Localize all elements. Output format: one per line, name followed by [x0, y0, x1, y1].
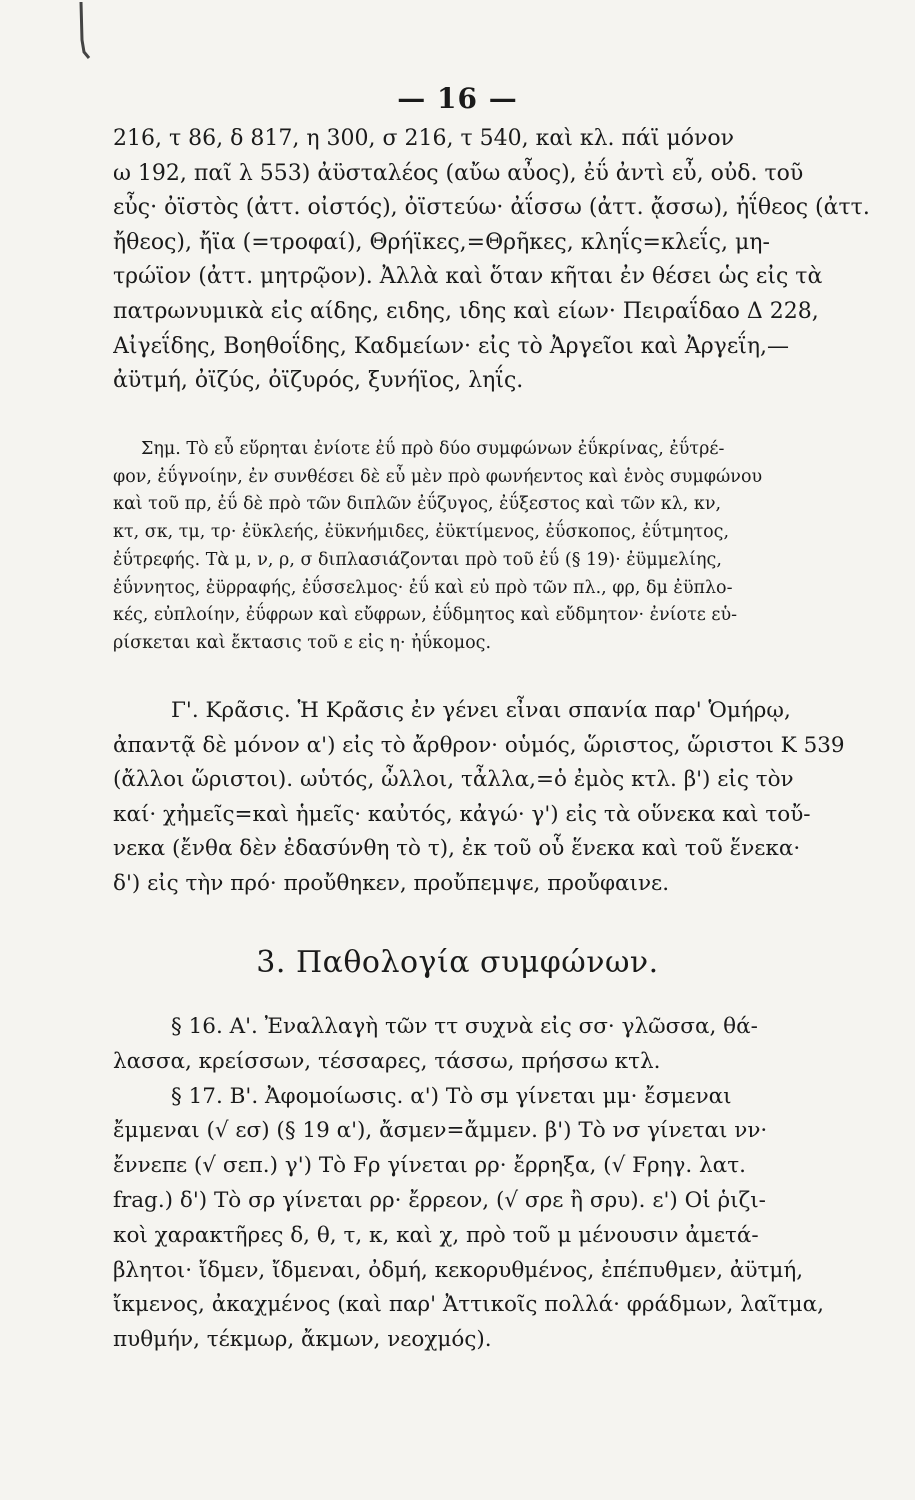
note-line: ρίσκεται καὶ ἔκτασις τοῦ ε εἰς η· ἠΰκομος.	[113, 632, 492, 653]
text-line: ἤθεος), ἤϊα (=τροφαί), Θρήϊκες,=Θρῆκες, κληΐς=κλεΐς, μη-	[113, 229, 770, 255]
text-line: frag.) δ') Τὸ σρ γίνεται ρρ· ἔρρεον, (√ σρε ἢ σρυ). ε') Οἱ ῥιζι-	[113, 1187, 766, 1213]
text-line: νεκα (ἔνθα δὲν ἐδασύνθη τὸ τ), ἐκ τοῦ οὗ ἕνεκα καὶ τοῦ ἕνεκα·	[113, 836, 801, 861]
text-line: βλητοι· ἴδμεν, ἴδμεναι, ὀδμή, κεκορυθμένος, ἐπέπυθμεν, ἀϋτμή,	[113, 1257, 804, 1283]
note-line: κές, εὐπλοίην, ἐΰφρων καὶ εὔφρων, ἐΰδμητος καὶ εὔδμητον· ἐνίοτε εὑ-	[113, 605, 737, 626]
text-line: Αἰγεΐδης, Βοηθοΐδης, Καδμείων· εἰς τὸ Ἀργεῖοι καὶ Ἀργεΐη,—	[113, 333, 790, 359]
text-line: ἔμμεναι (√ εσ) (§ 19 α'), ἄσμεν=ἄμμεν. β') Τὸ νσ γίνεται νν·	[113, 1118, 768, 1144]
note-line: ἐΰτρεφής. Τὰ μ, ν, ρ, σ διπλασιάζονται πρὸ τοῦ ἐΰ (§ 19)· ἐϋμμελίης,	[113, 549, 722, 570]
text-line: δ') εἰς τὴν πρό· προὔθηκεν, προὔπεμψε, προὔφαινε.	[113, 870, 670, 896]
text-line: (ἄλλοι ὥριστοι). ωὑτός, ὦλλοι, τἆλλα,=ὁ ἐμὸς κτλ. β') εἰς τὸν	[113, 767, 794, 792]
text-line: Γ'. Κρᾶσις. Ἡ Κρᾶσις ἐν γένει εἶναι σπανία παρ' Ὁμήρῳ,	[171, 698, 791, 723]
note-paragraph	[113, 436, 873, 658]
text-line: λασσα, κρείσσων, τέσσαρες, τάσσω, πρήσσω κτλ.	[113, 1048, 661, 1074]
text-line: ἔννεπε (√ σεπ.) γ') Τὸ Fρ γίνεται ρρ· ἔρρηξα, (√ Fρηγ. λατ.	[113, 1153, 746, 1179]
text-line: εὖς· ὀϊστὸς (ἀττ. οἰστός), ὀϊστεύω· ἀΐσσω (ἀττ. ᾄσσω), ἠΐθεος (ἀττ.	[113, 195, 870, 221]
text-line: ἴκμενος, ἀκαχμένος (καὶ παρ' Ἀττικοῖς πολλά· φράδμων, λαῖτμα,	[113, 1292, 824, 1318]
krasis-paragraph	[113, 694, 873, 901]
text-line: πατρωνυμικὰ εἰς αίδης, ειδης, ιδης καὶ είων· Πειραΐδαο Δ 228,	[113, 298, 819, 324]
main-paragraph	[113, 122, 873, 399]
note-line: κτ, σκ, τμ, τρ· ἐϋκλεής, ἐϋκνήμιδες, ἐϋκτίμενος, ἐΰσκοπος, ἐΰτμητος,	[113, 522, 730, 543]
text-line: τρώϊον (ἀττ. μητρῷον). Ἀλλὰ καὶ ὅταν κῆται ἐν θέσει ὡς εἰς τὰ	[113, 264, 823, 290]
text-line: καί· χἠμεῖς=καὶ ἡμεῖς· καὐτός, κἀγώ· γ') εἰς τὰ οὕνεκα καὶ τοὔ-	[113, 801, 811, 827]
section-heading: 3. Παθολογία συμφώνων.	[256, 945, 659, 980]
note-line: ἐΰννητος, ἐϋρραφής, ἐΰσσελμος· ἐΰ καὶ εὐ πρὸ τῶν πλ., φρ, δμ ἐϋπλο-	[113, 577, 733, 598]
text-line: ἀϋτμή, ὀϊζύς, ὀϊζυρός, ξυνήϊος, ληΐς.	[113, 368, 524, 394]
text-line: ω 192, παῖ λ 553) ἀϋσταλέος (αὔω αὖος), ἐΰ ἀντὶ εὖ, οὐδ. τοῦ	[113, 160, 804, 186]
note-line: Σημ. Τὸ εὖ εὕρηται ἐνίοτε ἐΰ πρὸ δύο συμφώνων ἐΰκρίνας, ἐΰτρέ-	[141, 439, 725, 459]
text-line: ἀπαντᾷ δὲ μόνον α') εἰς τὸ ἄρθρον· οὑμός, ὥριστος, ὥριστοι Κ 539	[113, 732, 845, 758]
text-line: πυθμήν, τέκμωρ, ἄκμων, νεοχμός).	[113, 1327, 492, 1353]
text-line: 216, τ 86, δ 817, η 300, σ 216, τ 540, καὶ κλ. πάϊ μόνον	[113, 126, 734, 151]
note-line: καὶ τοῦ πρ, ἐΰ δὲ πρὸ τῶν διπλῶν ἐΰζυγος, ἐΰξεστος καὶ τῶν κλ, κν,	[113, 494, 722, 515]
text-line: κοὶ χαρακτῆρες δ, θ, τ, κ, καὶ χ, πρὸ τοῦ μ μένουσιν ἀμετά-	[113, 1222, 759, 1248]
sections-paragraph	[113, 1010, 873, 1358]
text-line: § 17. Β'. Ἀφομοίωσις. α') Τὸ σμ γίνεται μμ· ἔσμεναι	[171, 1083, 732, 1109]
note-line: φον, ἐΰγνοίην, ἐν συνθέσει δὲ εὖ μὲν πρὸ φωνήεντος καὶ ἑνὸς συμφώνου	[113, 466, 763, 487]
page-number: — 16 —	[397, 82, 518, 115]
corner-mark	[75, 0, 91, 62]
text-line: § 16. Α'. Ἐναλλαγὴ τῶν ττ συχνὰ εἰς σσ· γλῶσσα, θά-	[171, 1014, 758, 1039]
